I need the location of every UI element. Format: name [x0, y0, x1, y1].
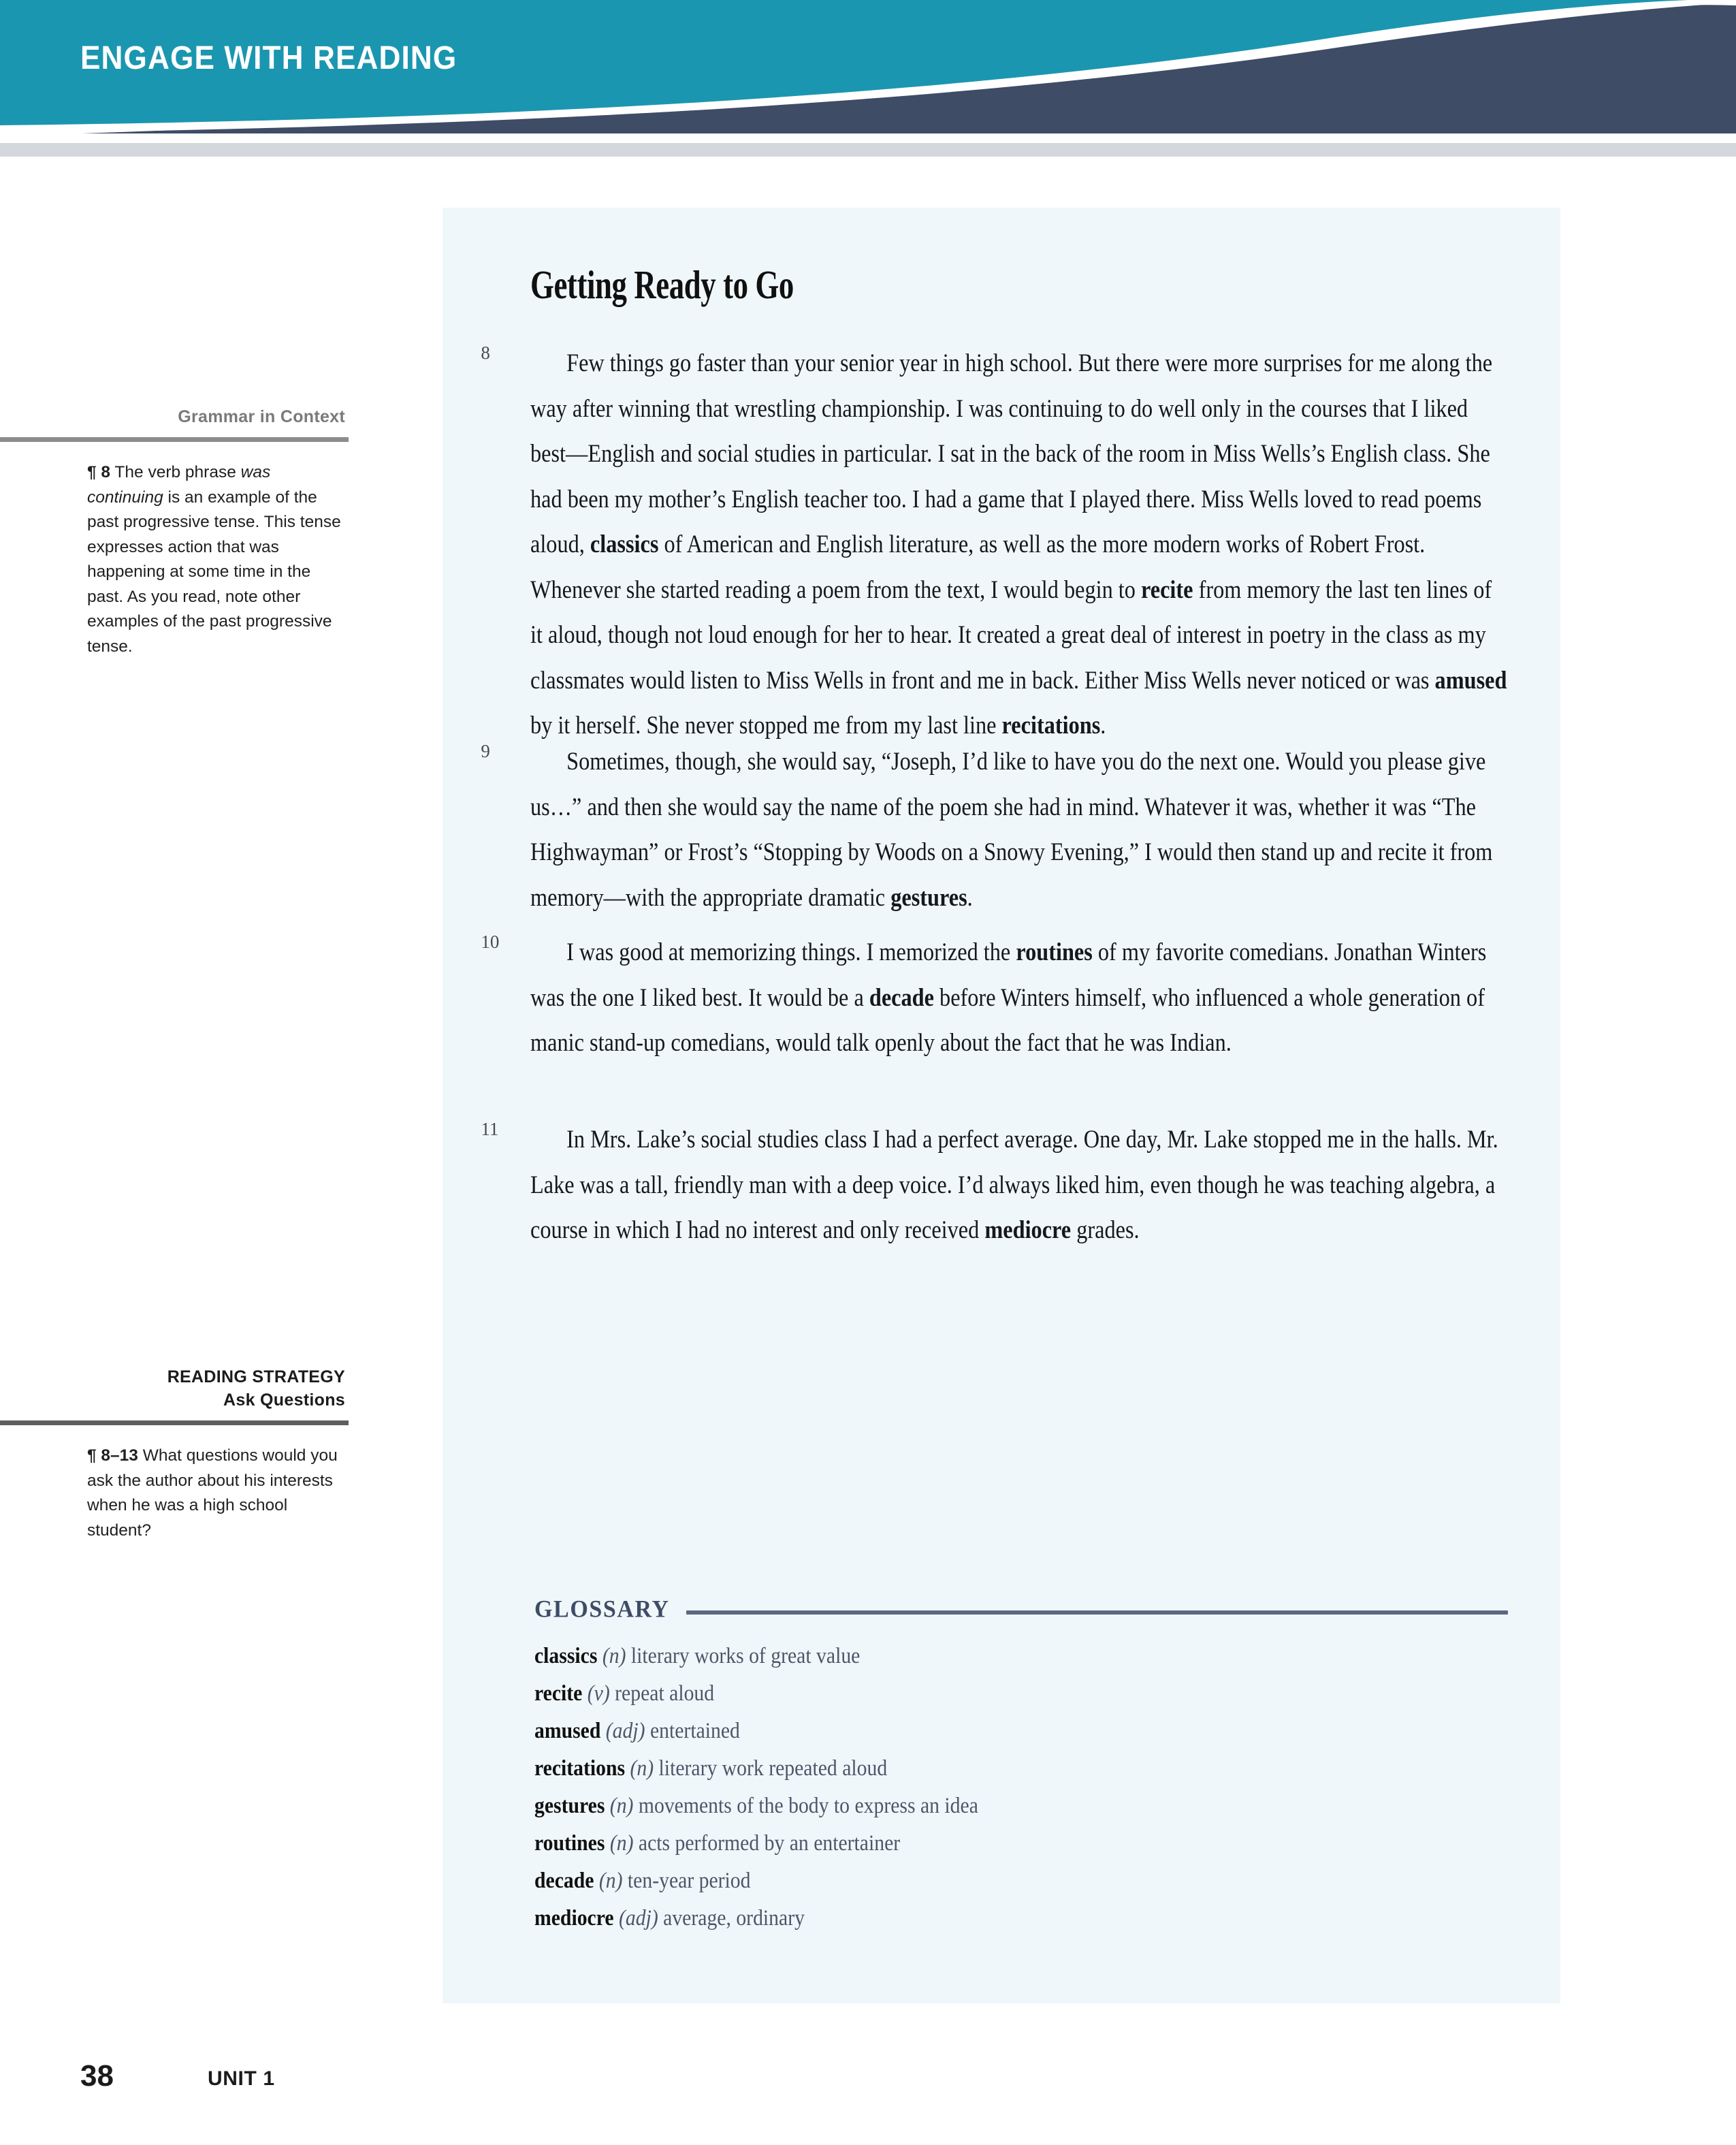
glossary-part-of-speech: (n) [605, 1831, 639, 1856]
vocabulary-term: decade [869, 983, 934, 1011]
glossary-part-of-speech: (n) [594, 1869, 628, 1893]
glossary-entry [534, 1900, 1411, 1937]
glossary-term: classics [534, 1644, 598, 1668]
sidebar-note-body [0, 1444, 349, 1543]
page-number: 38 [80, 2059, 114, 2093]
sidebar-note-heading-primary: READING STRATEGY [167, 1367, 345, 1386]
glossary-entry [534, 1862, 1411, 1900]
glossary-definition: average, ordinary [663, 1906, 805, 1930]
glossary-definition: ten-year period [627, 1869, 751, 1893]
vocabulary-term: recite [1141, 575, 1193, 603]
glossary-part-of-speech: (n) [605, 1794, 639, 1818]
sidebar-note-paragraph-marker: ¶ 8 [87, 463, 111, 481]
glossary-term: recitations [534, 1756, 626, 1781]
vocabulary-term: routines [1016, 938, 1093, 966]
page-footer [0, 2056, 1736, 2111]
sidebar-note-body [0, 460, 349, 659]
sidebar-note-heading: Grammar in Context [178, 407, 345, 426]
paragraph-number: 11 [481, 1119, 499, 1139]
paragraph-text: by it herself. She never stopped me from my last line [530, 711, 1002, 739]
paragraph-text: of American and English literature, as well as the more modern works of Robert Frost. Whenever she started reading a poem from the text, I would begin to [530, 530, 1426, 603]
glossary-section [534, 1597, 1508, 1937]
paragraph-text: I was good at memorizing things. I memorized the [566, 938, 1016, 966]
sidebar-note-paragraph-marker: ¶ 8–13 [87, 1446, 138, 1465]
glossary-definition: literary work repeated aloud [658, 1756, 888, 1781]
glossary-definition: repeat aloud [615, 1681, 715, 1706]
glossary-term: amused [534, 1719, 601, 1743]
glossary-part-of-speech: (adj) [613, 1906, 664, 1930]
glossary-entry [534, 1638, 1411, 1675]
sidebar-note-reading-strategy [0, 1365, 349, 1543]
glossary-entry-list [534, 1638, 1508, 1937]
sidebar-note-text-post: is an example of the past progressive tense. This tense expresses action that was happening at some time in the past. As you read, note other examples of the past progressive tense. [87, 488, 341, 656]
glossary-definition: literary works of great value [630, 1644, 861, 1668]
glossary-part-of-speech: (n) [625, 1756, 659, 1781]
sidebar-note-text-pre: What questions would you ask the author about his interests when he was a high school student? [87, 1446, 338, 1540]
vocabulary-term: recitations [1001, 711, 1101, 739]
glossary-part-of-speech: (v) [582, 1681, 615, 1706]
glossary-term: routines [534, 1831, 605, 1856]
glossary-term: decade [534, 1869, 594, 1893]
paragraph-text: . [1100, 711, 1106, 739]
vocabulary-term: amused [1434, 665, 1507, 694]
glossary-divider [686, 1610, 1508, 1615]
glossary-term: mediocre [534, 1906, 614, 1930]
glossary-label: GLOSSARY [534, 1596, 670, 1623]
sidebar-note-heading-secondary: Ask Questions [223, 1391, 345, 1410]
vocabulary-term: gestures [890, 883, 967, 911]
paragraph-text: Few things go faster than your senior year in high school. But there were more surprises for me along the way after winning that wrestling championship. I was continuing to do well only in the courses that I liked best—English and social studies in particular. I sat in the back of the room in Miss Wells’s English class. She had been my mother’s English teacher too. I had a game that I played there. Miss Wells loved to read poems aloud, [530, 349, 1493, 558]
unit-label: UNIT 1 [208, 2067, 275, 2090]
glossary-entry [534, 1750, 1411, 1788]
sidebar-note-divider [0, 437, 349, 442]
glossary-entry [534, 1675, 1411, 1713]
paragraph-text: grades. [1071, 1216, 1140, 1243]
vocabulary-term: mediocre [984, 1216, 1072, 1243]
article-paragraph [481, 739, 1507, 920]
glossary-header [534, 1597, 1508, 1623]
vocabulary-term: classics [590, 530, 659, 558]
paragraph-number: 8 [481, 343, 490, 363]
glossary-part-of-speech: (adj) [600, 1719, 650, 1743]
glossary-entry [534, 1713, 1411, 1750]
sidebar-note-grammar-in-context [0, 405, 349, 659]
article-paragraph [481, 340, 1507, 748]
paragraph-text: Sometimes, though, she would say, “Joseph, I’d like to have you do the next one. Would you please give us…” and then she would say the name of the poem she had in mind. Whatever it was, whether it was “The Highwayman” or Frost’s “Stopping by Woods on a Snowy Evening,” I would then stand up and recite it from memory—with the appropriate dramatic [530, 747, 1493, 911]
glossary-entry [534, 1825, 1411, 1862]
glossary-entry [534, 1788, 1411, 1825]
article-title: Getting Ready to Go [530, 263, 794, 308]
banner-shape-decoration [0, 0, 1736, 157]
glossary-definition: acts performed by an entertainer [638, 1831, 901, 1856]
paragraph-text: In Mrs. Lake’s social studies class I had a perfect average. One day, Mr. Lake stopped me in the halls. Mr. Lake was a tall, friendly man with a deep voice. I’d always liked him, even though he was teaching algebra, a course in which I had no interest and only received [530, 1125, 1498, 1243]
sidebar-note-text-pre: The verb phrase [110, 463, 241, 481]
glossary-part-of-speech: (n) [597, 1644, 631, 1668]
reading-passage-panel [443, 208, 1560, 2003]
paragraph-number: 10 [481, 932, 500, 952]
glossary-term: recite [534, 1681, 583, 1706]
glossary-term: gestures [534, 1794, 605, 1818]
sidebar-note-divider [0, 1420, 349, 1425]
article-paragraph [481, 930, 1507, 1066]
paragraph-number: 9 [481, 741, 490, 761]
paragraph-text: . [967, 883, 973, 911]
page-header-banner [0, 0, 1736, 157]
banner-title: ENGAGE WITH READING [80, 40, 457, 76]
paragraph-text: before Winters himself, who influenced a whole generation of manic stand-up comedians, would talk openly about the fact that he was Indian. [530, 983, 1485, 1056]
glossary-definition: entertained [649, 1719, 740, 1743]
paragraph-text: of my favorite comedians. Jonathan Winters was the one I liked best. It would be a [530, 938, 1487, 1011]
sidebar-note-text-italic: was continuing [87, 463, 271, 507]
paragraph-text: from memory the last ten lines of it aloud, though not loud enough for her to hear. It created a great deal of interest in poetry in the class as my classmates would listen to Miss Wells in front and me in back. Either Miss Wells never noticed or was [530, 575, 1492, 694]
glossary-definition: movements of the body to express an idea [638, 1794, 978, 1818]
article-paragraph [481, 1117, 1507, 1253]
